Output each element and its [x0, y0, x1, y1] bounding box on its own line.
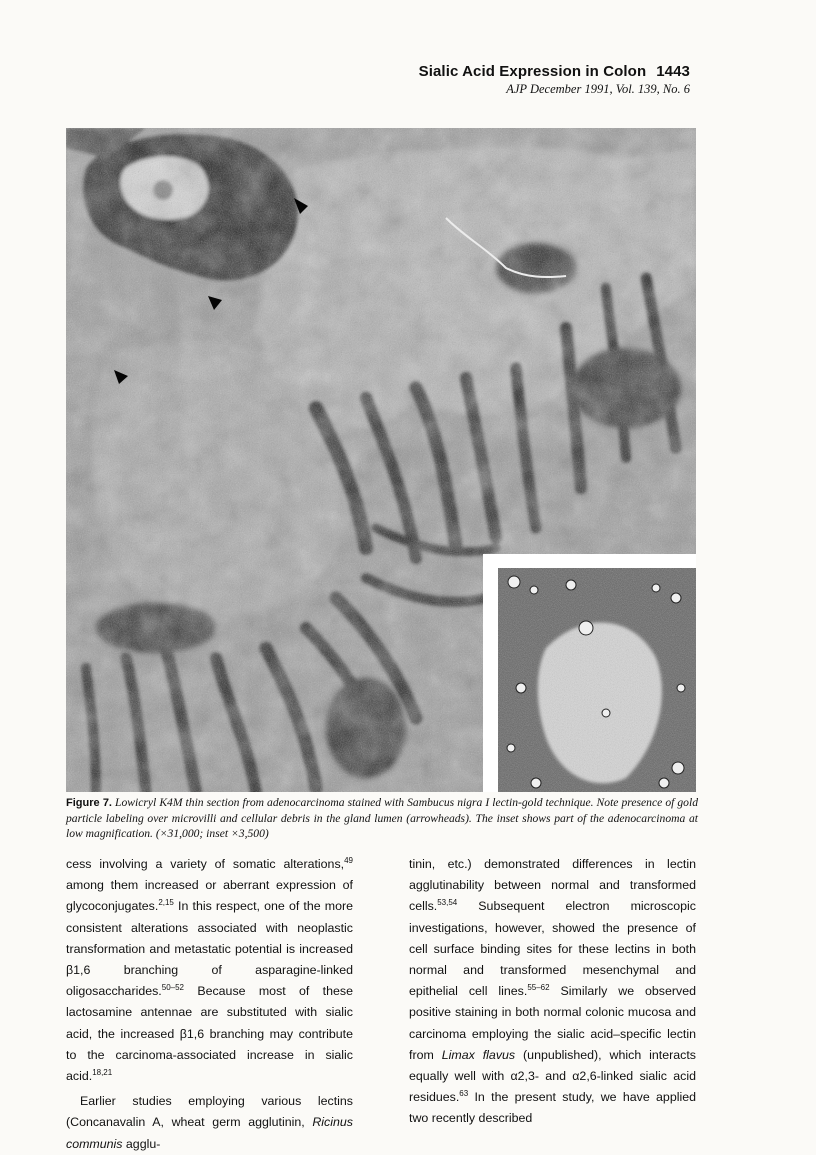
citation: 18,21 — [92, 1068, 113, 1078]
figure-label: Figure 7. — [66, 797, 112, 809]
journal-citation-line: AJP December 1991, Vol. 139, No. 6 — [506, 82, 690, 96]
text-run: Earlier studies employing various lectins (Concanavalin A, wheat germ agglutinin, — [66, 1094, 353, 1130]
figure-caption — [66, 795, 698, 841]
text-run: among them increased or aberrant expression of glycoconjugates. — [66, 878, 353, 914]
text-run: In this respect, one of the more consistent alterations associated with neoplastic transformation and metastatic potential is increased β1,6 branching of asparagine-linked oligosaccharides. — [66, 899, 353, 999]
text-run: cess involving a variety of somatic alterations, — [66, 857, 345, 871]
body-text-right-column — [409, 854, 696, 1130]
species-name: Limax flavus — [441, 1047, 516, 1062]
citation: 53,54 — [437, 898, 458, 908]
text-run: agglu- — [122, 1136, 161, 1151]
text-run: Similarly we observed positive staining in both normal colonic mucosa and carcinoma employing the sialic acid–specific lectin from — [409, 984, 697, 1062]
text-run: In the present study, we have applied two recently described — [409, 1090, 696, 1126]
citation: 63 — [459, 1089, 469, 1099]
citation: 2,15 — [158, 898, 174, 908]
page-number: 1443 — [656, 63, 690, 80]
electron-micrograph-image — [66, 128, 696, 792]
citation: 49 — [344, 856, 353, 865]
species-name: Ricinus communis — [66, 1115, 353, 1151]
paragraph — [66, 1091, 353, 1155]
low-magnification-inset-image — [483, 554, 696, 792]
text-run: (unpublished), which interacts equally well with α2,3- and α2,6-linked sialic acid residues. — [409, 1047, 696, 1105]
text-run: tinin, etc.) demonstrated differences in lectin agglutinability between normal and transformed cells. — [409, 857, 696, 914]
text-run: Because most of these lactosamine antennae are substituted with sialic acid, the increased β1,6 branching may contribute to the carcinoma-associated increase in sialic acid. — [66, 984, 353, 1084]
running-header — [419, 63, 690, 80]
figure-caption-text: Lowicryl K4M thin section from adenocarcinoma stained with Sambucus nigra I lectin-gold technique. Note presence of gold particle labeling over microvilli and cellular debris in the gland lumen (arrowheads). The inset shows part of the adenocarcinoma at low magnification. (×31,000; inset ×3,500) — [66, 796, 698, 840]
paragraph — [409, 854, 696, 1130]
citation: 55–62 — [527, 983, 550, 993]
paragraph — [66, 854, 353, 1087]
citation: 50–52 — [161, 983, 184, 993]
running-title: Sialic Acid Expression in Colon — [418, 63, 647, 80]
body-text-left-column — [66, 854, 353, 1155]
micrograph-figure — [66, 128, 696, 792]
text-run: Subsequent electron microscopic investigations, however, showed the presence of cell surface binding sites for these lectins in both normal and transformed mesenchymal and epithelial cell lines. — [409, 899, 696, 999]
